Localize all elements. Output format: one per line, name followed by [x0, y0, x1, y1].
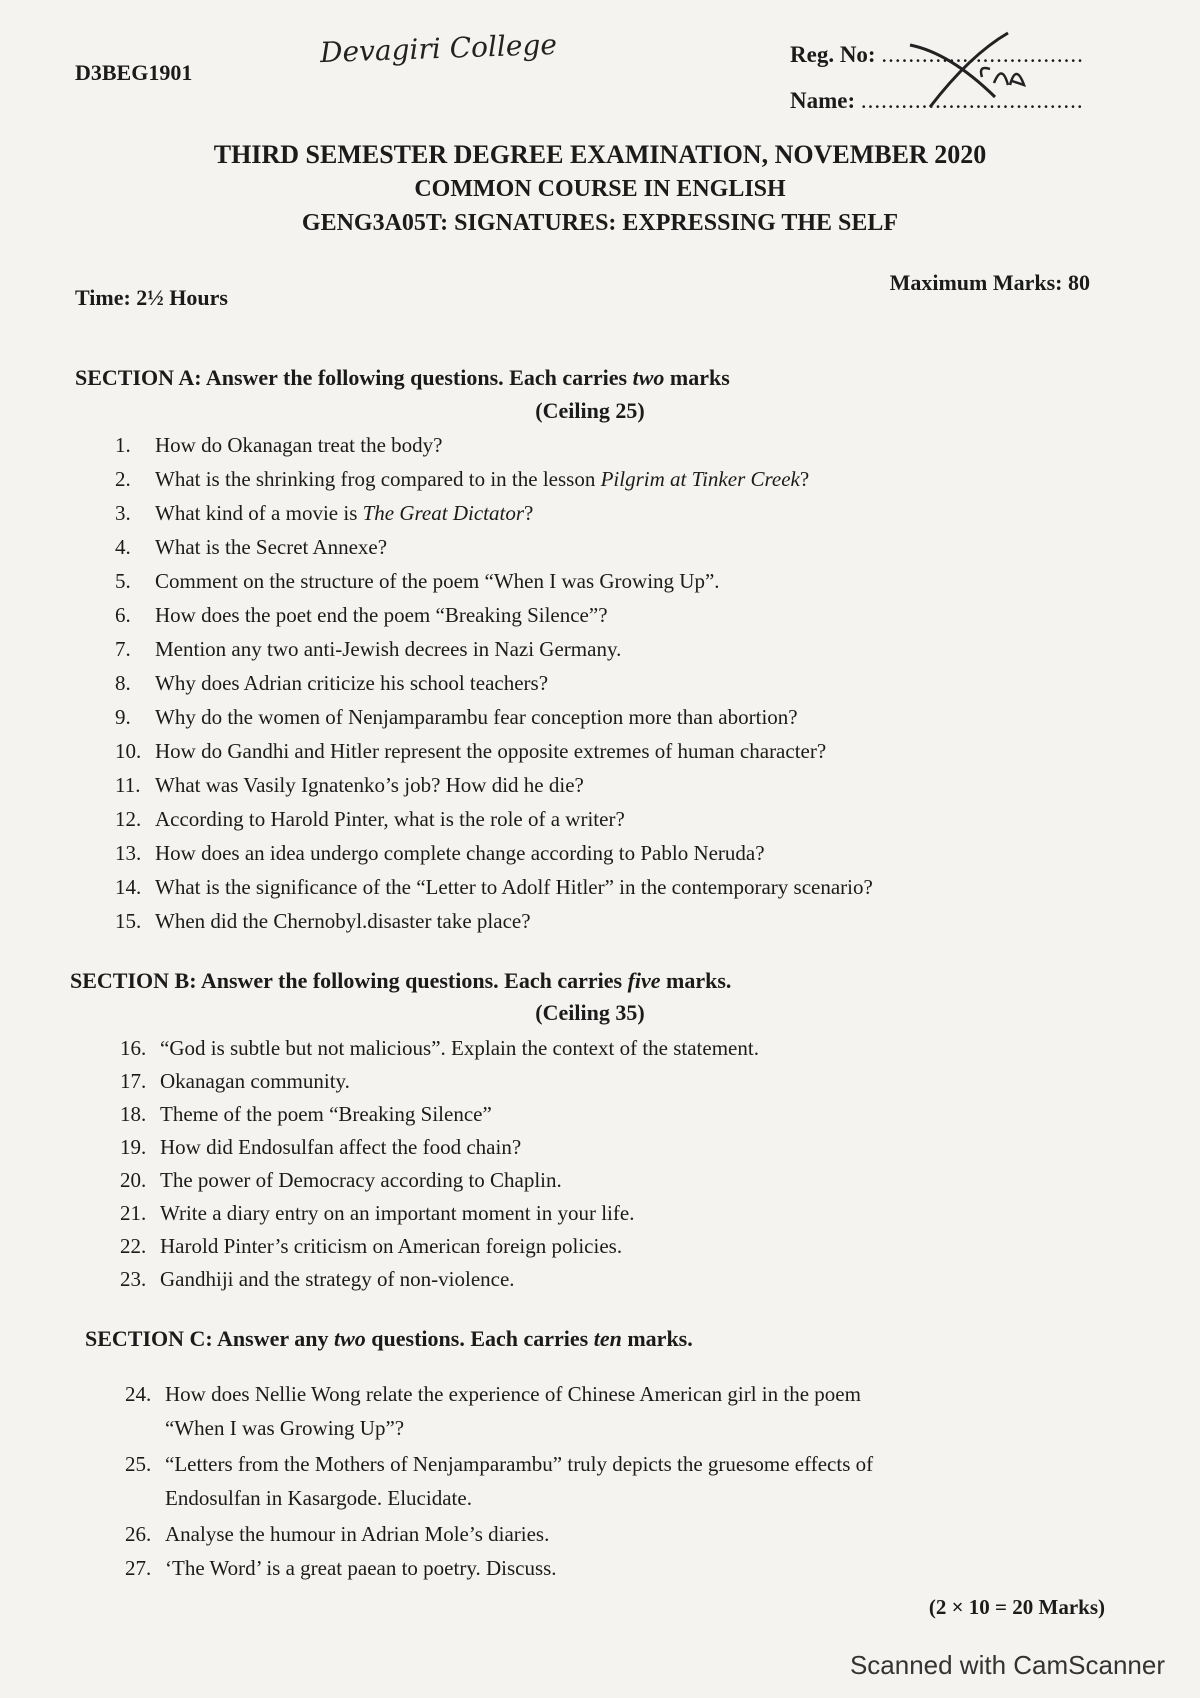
question-24: 24. How does Nellie Wong relate the experience of Chinese American girl in the poem	[125, 1382, 861, 1406]
camscanner-watermark: Scanned with CamScanner	[849, 1650, 1165, 1680]
question-3: 3. What kind of a movie is The Great Dictator?	[115, 501, 534, 525]
question-20: 20. The power of Democracy according to Chaplin.	[120, 1168, 562, 1192]
handwritten-college-name: Devagiri College	[319, 27, 558, 70]
question-4: 4. What is the Secret Annexe?	[115, 535, 388, 559]
question-21: 21. Write a diary entry on an important moment in your life.	[120, 1201, 635, 1225]
question-2: 2. What is the shrinking frog compared to in the lesson Pilgrim at Tinker Creek?	[115, 467, 810, 491]
course-title: COMMON COURSE IN ENGLISH	[414, 176, 786, 202]
question-12: 12. According to Harold Pinter, what is the role of a writer?	[115, 807, 625, 831]
exam-title: THIRD SEMESTER DEGREE EXAMINATION, NOVEMBER 2020	[213, 140, 987, 169]
question-25-continued: Endosulfan in Kasargode. Elucidate.	[165, 1486, 472, 1510]
question-10: 10. How do Gandhi and Hitler represent the opposite extremes of human character?	[115, 739, 827, 763]
question-23: 23. Gandhiji and the strategy of non-violence.	[120, 1267, 515, 1291]
paper-code: D3BEG1901	[75, 60, 193, 85]
question-13: 13. How does an idea undergo complete change according to Pablo Neruda?	[115, 841, 765, 865]
reg-no-dots: ..............................	[881, 42, 1084, 67]
handwritten-scribble-mark	[890, 25, 1090, 115]
time-allowed: Time: 2½ Hours	[75, 285, 228, 310]
reg-no-label: Reg. No:	[790, 42, 876, 67]
section-c-heading: SECTION C: Answer any two questions. Each carries ten marks.	[85, 1326, 693, 1351]
question-1: 1. How do Okanagan treat the body?	[115, 433, 443, 457]
section-a-ceiling: (Ceiling 25)	[535, 398, 645, 423]
question-15: 15. When did the Chernobyl.disaster take place?	[115, 909, 531, 933]
paper-title: GENG3A05T: SIGNATURES: EXPRESSING THE SELF	[301, 210, 899, 236]
question-18: 18. Theme of the poem “Breaking Silence”	[120, 1102, 492, 1126]
question-27: 27. ‘The Word’ is a great paean to poetry. Discuss.	[125, 1556, 557, 1580]
name-label: Name:	[790, 88, 856, 113]
question-8: 8. Why does Adrian criticize his school teachers?	[115, 671, 549, 695]
question-24-continued: “When I was Growing Up”?	[165, 1416, 405, 1440]
question-7: 7. Mention any two anti-Jewish decrees in Nazi Germany.	[115, 637, 622, 661]
question-6: 6. How does the poet end the poem “Breaking Silence”?	[115, 603, 608, 627]
name-dots: .................................	[860, 88, 1084, 113]
question-22: 22. Harold Pinter’s criticism on American foreign policies.	[120, 1234, 623, 1258]
question-17: 17. Okanagan community.	[120, 1069, 350, 1093]
question-5: 5. Comment on the structure of the poem “When I was Growing Up”.	[115, 569, 720, 593]
question-25: 25. “Letters from the Mothers of Nenjamparambu” truly depicts the gruesome effects of	[125, 1452, 874, 1476]
question-19: 19. How did Endosulfan affect the food chain?	[120, 1135, 522, 1159]
section-c-marks: (2 × 10 = 20 Marks)	[928, 1595, 1105, 1619]
question-9: 9. Why do the women of Nenjamparambu fear conception more than abortion?	[115, 705, 798, 729]
question-26: 26. Analyse the humour in Adrian Mole’s diaries.	[125, 1522, 550, 1546]
section-b-ceiling: (Ceiling 35)	[535, 1000, 645, 1025]
question-14: 14. What is the significance of the “Letter to Adolf Hitler” in the contemporary scenario?	[115, 875, 873, 899]
question-16: 16. “God is subtle but not malicious”. Explain the context of the statement.	[120, 1036, 759, 1060]
maximum-marks: Maximum Marks: 80	[889, 270, 1090, 295]
section-a-heading: SECTION A: Answer the following questions. Each carries two marks	[75, 365, 730, 390]
section-b-heading: SECTION B: Answer the following questions. Each carries five marks.	[70, 968, 732, 993]
question-11: 11. What was Vasily Ignatenko’s job? How did he die?	[115, 773, 584, 797]
